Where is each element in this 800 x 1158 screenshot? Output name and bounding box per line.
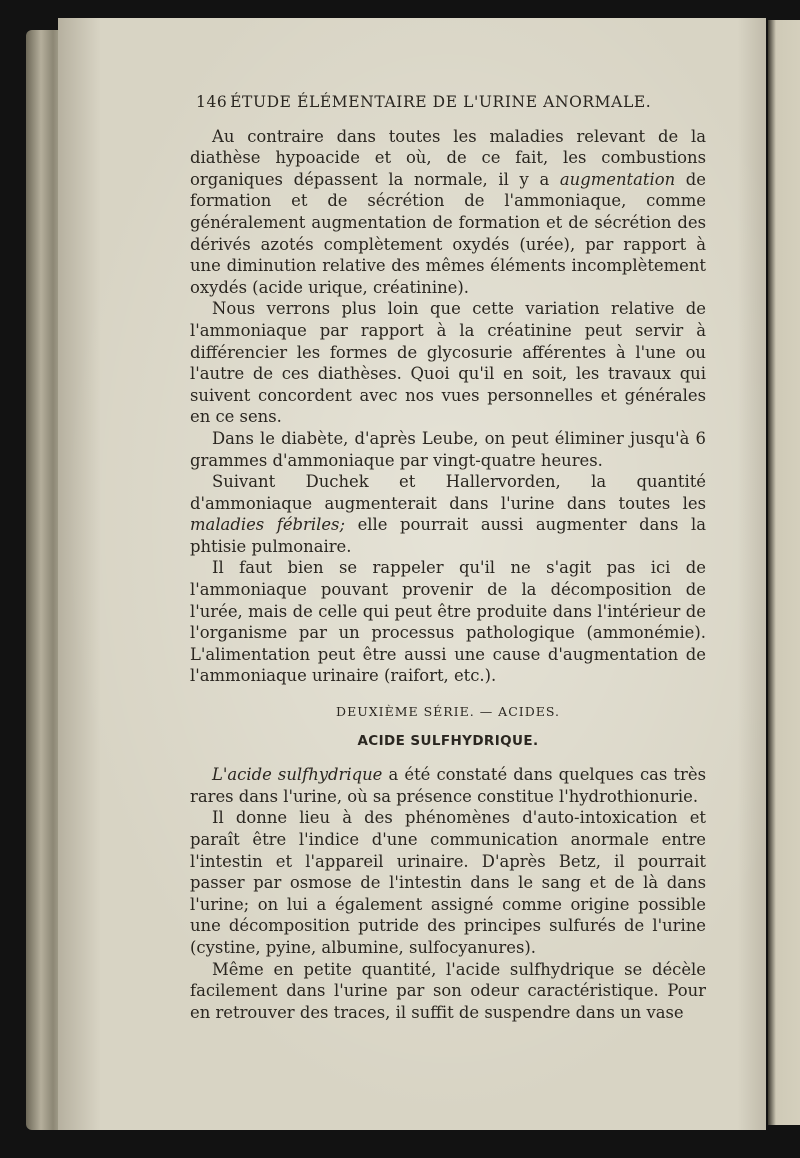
paragraph-3: Dans le diabète, d'après Leube, on peut éliminer jusqu'à 6 grammes d'ammoniaque par vingt-quatre heures. <box>190 428 706 470</box>
section-heading: ACIDE SULFHYDRIQUE. <box>357 732 539 749</box>
emphasis: augmentation <box>559 169 676 189</box>
emphasis: maladies fébriles; <box>190 515 345 535</box>
emphasis: L'acide sulfhydrique <box>212 765 383 785</box>
paragraph-2: Nous verrons plus loin que cette variation relative de l'ammoniaque par rapport à la créatinine peut servir à différencier les formes de glycosurie afférentes à l'une ou l'autre de ces diathèses. Quoi qu'il en soit, les travaux qui suivent concordent avec nos vues personnelles et générales en ce sens. <box>190 299 706 427</box>
paragraph-5: Il faut bien se rappeler qu'il ne s'agit pas ici de l'ammoniaque pouvant provenir de la décomposition de l'urée, mais de celle qui peut être produite dans l'intérieur de l'organisme par un processus pathologique (ammonémie). L'alimentation peut être aussi une cause d'augmentation de l'ammoniaque urinaire (raifort, etc.). <box>190 558 706 686</box>
running-head <box>196 92 654 114</box>
page-text <box>190 92 706 1023</box>
adjacent-page-edge <box>768 20 800 1125</box>
running-title: ÉTUDE ÉLÉMENTAIRE DE L'URINE ANORMALE. <box>230 93 652 111</box>
paragraph-8: Même en petite quantité, l'acide sulfhydrique se décèle facilement dans l'urine par son odeur caractéristique. Pour en retrouver des traces, il suffit de suspendre dans un vase <box>190 959 706 1022</box>
page-number: 146 <box>196 93 228 111</box>
paragraph-6: L'acide sulfhydrique a été constaté dans quelques cas très rares dans l'urine, où sa présence constitue l'hydrothionurie. <box>190 765 706 806</box>
paragraph-1: Au contraire dans toutes les maladies relevant de la diathèse hypoacide et où, de ce fait, les combustions organiques dépassent la normale, il y a augmentation de formation et de sécrétion de l'ammoniaque, comme généralement augmentation de formation et de sécrétion des dérivés azotés complètement oxydés (urée), par rapport à une diminution relative des mêmes éléments incomplètement oxydés (acide urique, créatinine). <box>190 126 706 297</box>
paragraph-7: Il donne lieu à des phénomènes d'auto-intoxication et paraît être l'indice d'une communication anormale entre l'intestin et l'appareil urinaire. D'après Betz, il pourrait passer par osmose de l'intestin dans le sang et de là dans l'urine; on lui a également assigné comme origine possible une décomposition putride des principes sulfurés de l'urine (cystine, pyine, albumine, sulfocyanures). <box>190 808 706 957</box>
series-heading: DEUXIÈME SÉRIE. — ACIDES. <box>336 704 560 720</box>
paragraph-4: Suivant Duchek et Hallervorden, la quantité d'ammoniaque augmenterait dans l'urine dans toutes les maladies fébriles; elle pourrait aussi augmenter dans la phtisie pulmonaire. <box>190 472 706 556</box>
